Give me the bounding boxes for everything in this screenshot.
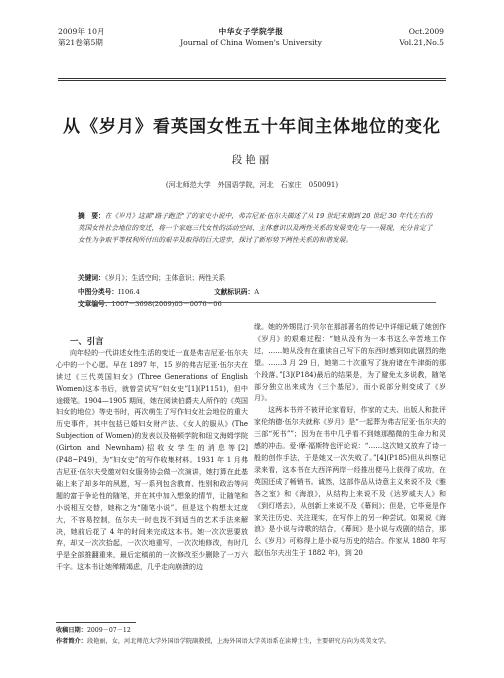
- abstract-label: 摘 要：: [78, 212, 105, 220]
- body-paragraph: 缘。她的外甥昆汀·贝尔在那部著名的传记中详细记载了她创作《岁月》的艰难过程：“她从没有为一本书这么辛苦地工作过，……她从没有在重读自己写下的东西时感到如此剧烈的绝望。……3 月 29 日，她第二十次重写了拢府诸在牛津街的那个段落。”[3](P184)最后的结果是，为了避免太多说教，随笔部分独立出来成为《三个基尼》，而小说部分则变成了《岁月》。: [254, 323, 446, 403]
- body-column-right: [254, 322, 446, 560]
- author-bio-label: 作者简介：: [56, 638, 87, 645]
- article-number-value: 1007－3698(2009)05－0076－06: [111, 300, 222, 308]
- body-paragraph: 这两本书并不被评论家看好，作家的丈夫、出版人和批评家伦纳德·伍尔夫就称《岁月》是“一起葬为弗吉尼亚·伍尔夫的三部“死书””；因为在书中几乎看不到她那酷微的生命力和灵感的冲击。爱·摩·福斯特也评论说：“……这次她又放弃了诗一般的创作手法，于是她又一次失败了。”[4](P185)但从纠察记录来看，这本书在大西洋两岸一经推出便马上获得了成功，在英国还成了畅销书。诚然，这部作品从诗意主义来说不及《雅各之室》和《海浪》，从结构上来说不及《达罗威夫人》和《到灯塔去》，从创新上来说不及《幕间》；但是，它毕竟是作家关注历史、关注现实，在写作上的另一种尝试。如果说《海浪》是小说与诗歌的结合，《幕间》是小说与戏剧的结合，那么《岁月》可称得上是小说与历史的结合。作家从 1880 年写起(伍尔夫出生于 1882 年)，到 20: [254, 406, 446, 558]
- running-header: [58, 26, 444, 56]
- issue-volume-cn: 第21卷第5期: [58, 38, 103, 47]
- article-number-label: 文章编号：: [78, 300, 112, 308]
- author-bio-text: 段艳丽，女，河北师范大学外国语学院副教授，上海外国语大学英语系在读博士生，主要研究方向为英美文学。: [86, 638, 391, 645]
- journal-title-en: Journal of China Women's University: [180, 38, 322, 47]
- clc-label: 中图分类号：: [78, 288, 119, 296]
- footnote-received: [56, 626, 446, 636]
- abstract: [78, 210, 436, 246]
- header-rule-thin: [58, 80, 446, 81]
- issue-month-year-en: Oct.2009: [408, 27, 444, 36]
- article-author: 段艳丽: [231, 154, 273, 166]
- body-paragraph: 向年轻的一代讲述女性生活的变迁一直是弗吉尼亚·伍尔夫心中的一个心愿。早在 1897 年，15 岁的弗吉尼亚·伍尔夫在读过《三代英国妇女》(Three Generations of English Women)这本书后，就曾尝试写“妇女史”[1](P1151)，但中途辍笔。1904—1905 期间，她在阅读伯爵夫人所作的《英国妇女的地位》等史书时，再次萌生了写作妇女社会地位的重大历史事件，其中包括已婚妇女财产法、《女人的服从》(The Subjection of Women)的发表以及格顿学院和纽文海姆学院(Girton and Newnham)招收女学生的消息等[2](P48~P49)，为“妇女史”的写作收集材料。1931 年 1 月弗吉尼亚·伍尔夫受邀对妇女服务协会做一次演讲，她打算在此基础上来了却多年的夙愿，写一系列包含教育、性别和政治等问题的富于争论性的随笔，并在其中加入想象的情节，让随笔和小说相互交替，她称之为“随笔小说”。但是这个构想太过庞大，不容易控制，伍尔夫一时也找不到适当的艺术手法来解决，她前后花了 4 年的时间来完成这本书。她一次次思要放弃，却又一次次拾起，一次次地重写，一次次地修改，有时几乎是全部推翻重来，最后定稿前的一次修改至少删除了一万六千字。这本书让她殚精竭虑，几乎走向崩溃的边: [56, 348, 248, 572]
- issue-year-month: 2009年 10月: [58, 27, 105, 36]
- header-right: [399, 26, 444, 48]
- keywords: [78, 272, 436, 284]
- author-affiliation: (河北师范大学 外国语学院，河北 石家庄 050091): [165, 181, 339, 189]
- article-title: 从《岁月》看英国女性五十年间主体地位的变化: [63, 117, 441, 137]
- received-date: 2009－07－12: [86, 627, 131, 634]
- issue-vol-no-en: Vol.21,No.5: [399, 38, 444, 47]
- keywords-label: 关键词：: [78, 274, 105, 282]
- document-code: [214, 286, 295, 298]
- abstract-text: 在《岁月》这部"路子跑歪"了的家史小说中，弗吉尼亚·伍尔夫描述了从 19 世纪末期到 20 世纪 30 年代左右的英国女性社会地位的变迁，将一个家庭三代女性的活动空间、主体意识以及两性关系的发展变化与一一展现，充分肯定了女性为争取平等权利所付出的艰辛及取得的巨大进步，探讨了新形势下两性关系的和谐发展。: [78, 212, 433, 244]
- footnote-author-bio: [56, 637, 446, 647]
- keywords-text: 《岁月》；生活空间；主体意识；两性关系: [104, 274, 226, 282]
- clc-value: I106.4: [118, 288, 140, 296]
- classification-line: [78, 286, 436, 310]
- journal-title-cn: 中华女子学院学报: [218, 27, 284, 36]
- section-heading: 一、引言: [70, 336, 104, 346]
- article-number: [78, 298, 258, 310]
- header-rule-thick: [58, 78, 446, 79]
- doc-code-label: 文献标识码：: [214, 288, 255, 296]
- body-column-left: [56, 322, 248, 574]
- header-center: [58, 26, 444, 48]
- abstract-divider: [78, 302, 436, 303]
- footnote-rule: [56, 622, 136, 623]
- received-label: 收稿日期：: [56, 627, 87, 634]
- clc-number: [78, 286, 176, 298]
- doc-code-value: A: [254, 288, 260, 296]
